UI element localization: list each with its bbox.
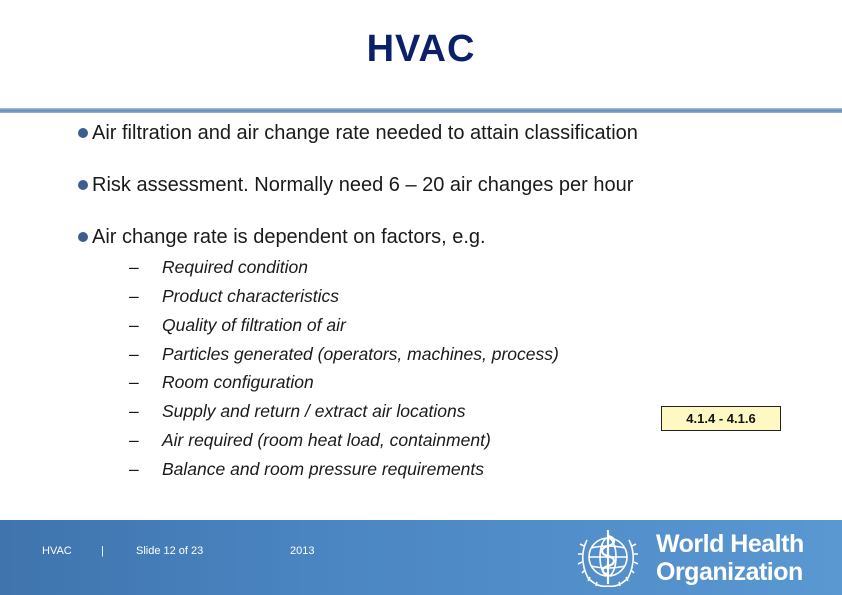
dash-icon: – — [129, 344, 139, 364]
title-divider — [0, 108, 842, 113]
bullet-dot-icon — [78, 180, 88, 190]
reference-box: 4.1.4 - 4.1.6 — [661, 406, 781, 431]
bullet-text: Risk assessment. Normally need 6 – 20 air changes per hour — [92, 174, 634, 196]
bullet-dot-icon — [78, 232, 88, 242]
footer-topic: HVAC — [42, 545, 72, 557]
sub-item — [129, 401, 466, 422]
dash-icon: – — [129, 430, 139, 450]
slide-title: HVAC — [366, 28, 476, 70]
dash-icon: – — [129, 372, 139, 392]
footer-year: 2013 — [290, 545, 315, 557]
dash-icon: – — [129, 459, 139, 479]
dash-icon: – — [129, 286, 139, 306]
bullet-item — [92, 174, 633, 197]
dash-icon: – — [129, 257, 139, 277]
sub-item-text: Supply and return / extract air locations — [162, 401, 466, 421]
sub-item-text: Required condition — [162, 257, 308, 277]
dash-icon: – — [129, 401, 139, 421]
sub-item — [129, 372, 314, 393]
sub-item — [129, 315, 346, 336]
bullet-item — [92, 122, 638, 145]
bullet-item — [92, 226, 486, 249]
sub-item — [129, 430, 491, 451]
who-emblem-icon — [572, 524, 644, 594]
org-name-line2: Organization — [656, 558, 803, 586]
sub-item-text: Quality of filtration of air — [162, 315, 346, 335]
slide-number: Slide 12 of 23 — [136, 545, 204, 557]
sub-item-text: Particles generated (operators, machines, process) — [162, 344, 559, 364]
org-name-line1: World Health — [656, 530, 804, 558]
sub-item — [129, 286, 340, 307]
sub-item-text: Product characteristics — [162, 286, 340, 306]
sub-item-text: Balance and room pressure requirements — [162, 459, 484, 479]
sub-item — [129, 257, 308, 278]
sub-item — [129, 344, 559, 365]
sub-item — [129, 459, 484, 480]
dash-icon: – — [129, 315, 139, 335]
bullet-text: Air filtration and air change rate needed to attain classification — [92, 122, 638, 144]
bullet-dot-icon — [78, 128, 88, 138]
footer-separator: | — [101, 545, 104, 557]
bullet-text: Air change rate is dependent on factors, e.g. — [92, 226, 486, 248]
sub-item-text: Room configuration — [162, 372, 314, 392]
org-name — [656, 530, 804, 586]
sub-item-text: Air required (room heat load, containment) — [162, 430, 491, 450]
